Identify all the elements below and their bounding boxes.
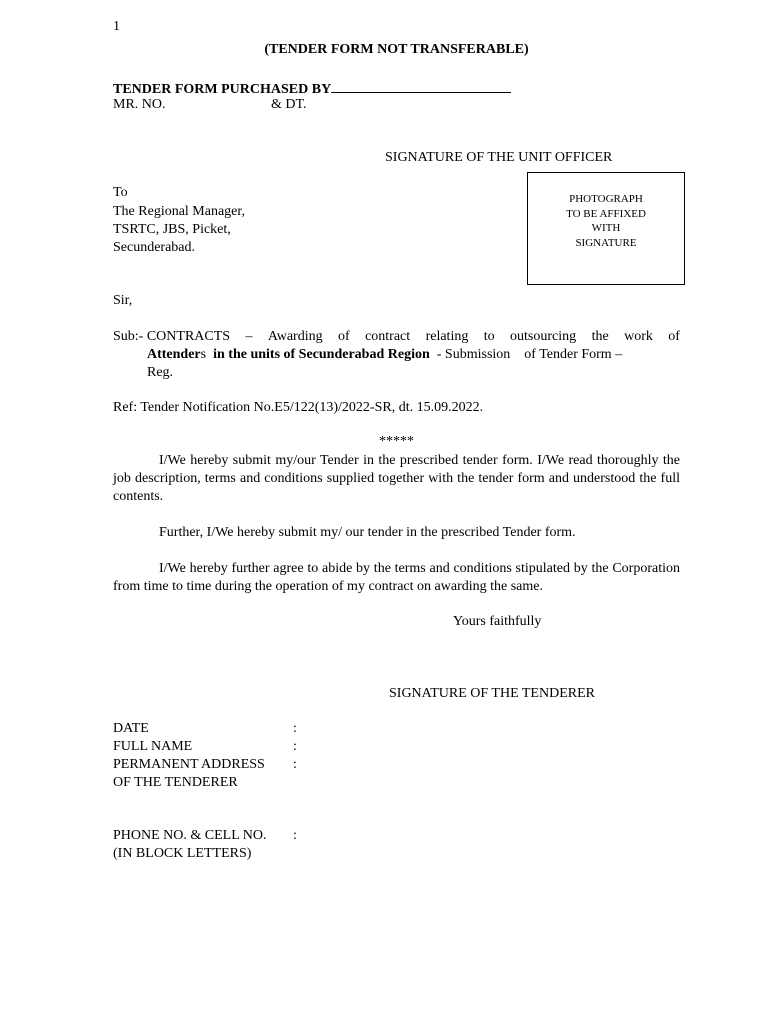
address-to: To [113,185,128,200]
purchased-by-field[interactable] [331,78,511,93]
subject-bold-2: in the units of Secunderabad Region [213,347,430,362]
permanent-address-colon: : [293,757,297,772]
subject-dash: – [245,329,253,344]
photograph-box [527,172,685,285]
document-heading: (TENDER FORM NOT TRANSFERABLE) [264,42,529,57]
paragraph-1: I/We hereby submit my/our Tender in the prescribed tender form. I/We read thoroughly the job description, terms and conditions supplied together with the tender form and understood the full contents. [113,453,680,504]
phone-label: PHONE NO. & CELL NO. [113,828,267,843]
photo-box-line-1: PHOTOGRAPH [569,193,643,205]
purchased-by-label: TENDER FORM PURCHASED BY [113,82,332,97]
subject-word: relating [425,329,469,344]
subject-word: to [483,329,495,344]
subject-word: work [624,329,653,344]
purchased-by-line [113,78,511,99]
address-line-3: Secunderabad. [113,240,196,255]
subject-word: of [338,329,350,344]
photo-box-line-2: TO BE AFFIXED [566,208,646,220]
full-name-label: FULL NAME [113,739,193,754]
subject-word: outsourcing [510,329,577,344]
of-tenderer-label: OF THE TENDERER [113,775,238,790]
full-name-colon: : [293,739,297,754]
subject-word: contract [365,329,411,344]
date-colon: : [293,721,297,736]
subject-normal-1: s [200,347,207,362]
address-line-2: TSRTC, JBS, Picket, [113,222,231,237]
subject-bold-1: Attender [147,347,201,362]
subject-word: Awarding [267,329,323,344]
unit-officer-signature: SIGNATURE OF THE UNIT OFFICER [385,150,613,165]
separator-stars: ***** [379,434,414,449]
subject-prefix: Sub:- CONTRACTS [113,329,231,344]
photo-box-line-4: SIGNATURE [575,237,637,249]
tenderer-signature: SIGNATURE OF THE TENDERER [389,686,595,701]
closing-text: Yours faithfully [453,614,542,629]
page-number: 1 [113,19,120,34]
phone-colon: : [293,828,297,843]
photo-box-line-3: WITH [591,222,621,234]
mr-no-label: MR. NO. [113,97,166,112]
date-label: DATE [113,721,149,736]
salutation: Sir, [113,293,133,308]
subject-normal-2: - Submission [436,347,511,362]
paragraph-3: I/We hereby further agree to abide by the terms and conditions stipulated by the Corporation from time to time during the operation of my contract on awarding the same. [113,561,680,594]
paragraph-2: Further, I/We hereby submit my/ our tender in the prescribed Tender form. [159,525,576,540]
reference-line: Ref: Tender Notification No.E5/122(13)/2022-SR, dt. 15.09.2022. [113,400,484,415]
dt-label: & DT. [271,97,307,112]
subject-word: of [668,329,680,344]
subject-line-2 [147,346,622,364]
subject-word: the [591,329,609,344]
block-letters-label: (IN BLOCK LETTERS) [113,846,252,861]
subject-line-3: Reg. [147,365,174,380]
subject-normal-3: of Tender Form – [524,347,623,362]
permanent-address-label: PERMANENT ADDRESS [113,757,265,772]
address-line-1: The Regional Manager, [113,204,246,219]
subject-line-1 [113,328,680,346]
